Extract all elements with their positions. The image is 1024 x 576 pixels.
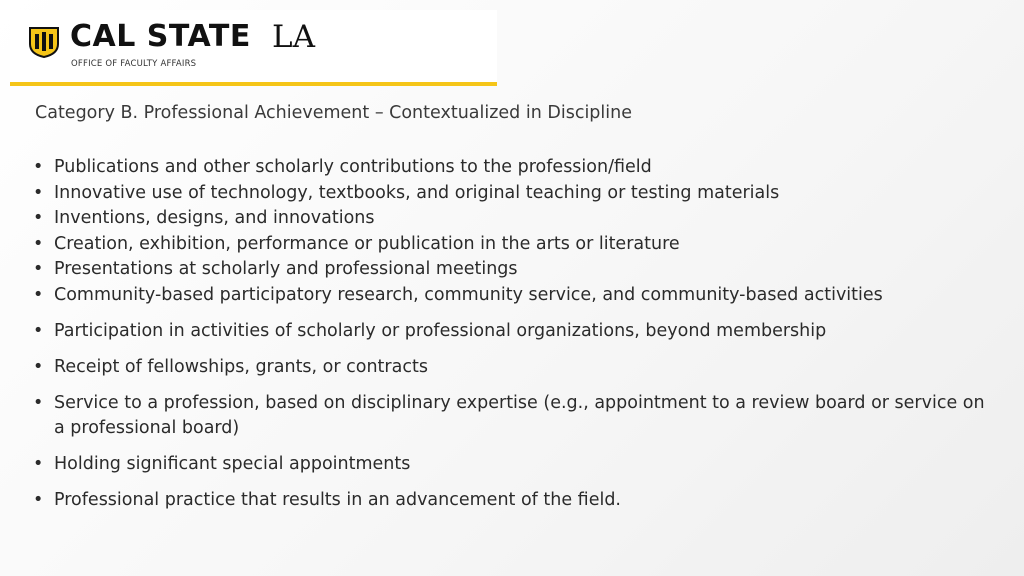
list-item: • Participation in activities of scholarly or professional organizations, beyond membership [33, 319, 993, 345]
list-item: • Presentations at scholarly and professional meetings [33, 257, 993, 283]
logo-wordmark: CAL STATE [70, 19, 251, 54]
list-item: • Community-based participatory research, community service, and community-based activities [33, 283, 993, 309]
list-item: • Receipt of fellowships, grants, or contracts [33, 355, 993, 381]
logo-subtitle: OFFICE OF FACULTY AFFAIRS [71, 59, 197, 69]
achievement-bullet-list [33, 155, 993, 514]
logo-wordmark-suffix: LA [272, 19, 315, 55]
golden-eagle-shield-icon [28, 24, 60, 58]
list-item: • Creation, exhibition, performance or publication in the arts or literature [33, 232, 993, 258]
list-item: • Innovative use of technology, textbooks, and original teaching or testing materials [33, 181, 993, 207]
slide-title: Category B. Professional Achievement – Contextualized in Discipline [35, 103, 632, 123]
list-item: • Holding significant special appointments [33, 452, 993, 478]
list-item: • Service to a profession, based on disciplinary expertise (e.g., appointment to a review board or service on a professional board) [33, 391, 993, 442]
list-item: • Professional practice that results in an advancement of the field. [33, 488, 993, 514]
header-logo-banner [10, 10, 497, 86]
list-item: • Publications and other scholarly contributions to the profession/field [33, 155, 993, 181]
list-item: • Inventions, designs, and innovations [33, 206, 993, 232]
